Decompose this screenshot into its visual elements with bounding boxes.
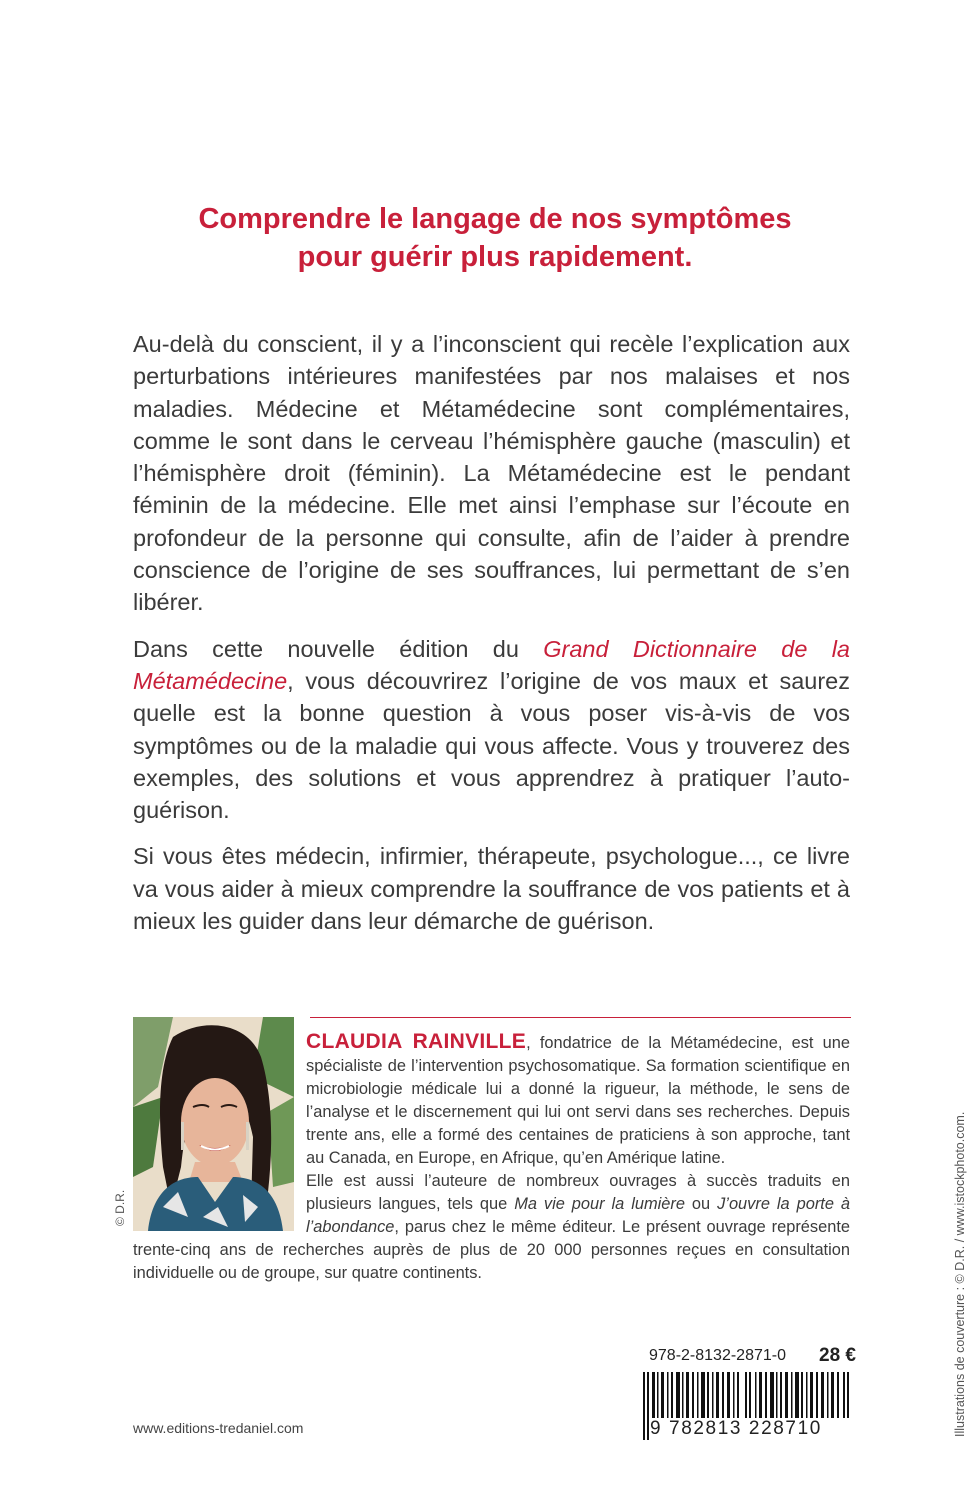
price: 28 € [819,1345,856,1366]
headline [120,200,870,276]
author-bio [133,1030,850,1285]
headline-line-2: pour guérir plus rapidement. [297,241,693,273]
blurb-paragraph-1: Au-delà du conscient, il y a l’inconscient qui recèle l’explication aux perturbations intérieures manifestées par nos malaises et nos maladies. Médecine et Métamédecine sont complémentaires, comme le sont dans le cerveau l’hémisphère gauche (masculin) et l’hémisphère droit (féminin). La Métamédecine est le pendant féminin de la médecine. Elle met ainsi l’emphase sur l’écoute en profondeur de la personne qui consulte, afin de l’aider à prendre conscience de l’origine de ses souffrances, lui permettant de s’en libérer. [133,331,850,616]
author-divider [310,1017,851,1018]
publisher-website[interactable]: www.editions-tredaniel.com [133,1420,304,1436]
bio-text-2-before: Elle est aussi l’auteure de nombreux ouvrages à succès traduits en plusieurs langues, tels que [306,1172,850,1213]
barcode-digits: 9 782813 228710 [650,1418,850,1440]
p2-before: Dans cette nouvelle édition du [133,635,544,662]
headline-line-1: Comprendre le langage de nos symptômes [198,203,792,235]
author-name: CLAUDIA RAINVILLE [306,1030,527,1053]
isbn-number: 978-2-8132-2871-0 [649,1347,786,1364]
blurb-paragraph-3: Si vous êtes médecin, infirmier, thérapeute, psychologue..., ce livre va vous aider à mieux comprendre la souffrance de vos patients et à mieux les guider dans leur démarche de guérison. [133,843,850,935]
book-title-2: J’ouvre la porte à l’abondance [306,1195,851,1236]
book-title-reference: Grand Dictionnaire de la Métamédecine [133,635,850,694]
book-title-1: Ma vie pour la lumière [514,1195,685,1213]
illustration-credit: Illustrations de couverture : © D.R. / www.istockphoto.com. [953,1111,967,1437]
bio-text-1: , fondatrice de la Métamédecine, est une spécialiste de l’intervention psychosomatique. Sa formation scientifique en microbiologie médicale lui a donné la rigueur, la méthode, le sens de l’analyse et le discernement qui lui ont servi dans ses recherches. Depuis trente ans, elle a formé des centaines de praticiens à son approche, tant au Canada, en Europe, en Afrique, qu’en Amérique latine. [306,1034,850,1167]
p2-after: , vous découvrirez l’origine de vos maux et saurez quelle est la bonne question à vous poser vis-à-vis de vos symptômes ou de la maladie qui vous affecte. Vous y trouverez des exemples, des solutions et vous apprendrez à pratiquer l’auto-guérison. [133,667,850,824]
bio-text-2-mid: ou [684,1195,718,1213]
photo-credit: © D.R. [113,1189,127,1226]
blurb [133,328,850,951]
bio-text-2-after: , parus chez le même éditeur. Le présent ouvrage représente trente-cinq ans de recherches auprès de plus de 20 000 personnes reçues en consultation individuelle ou de groupe, sur quatre continents. [133,1218,850,1282]
bio-photo-spacer [133,1030,306,1230]
blurb-paragraph-2 [133,633,850,827]
